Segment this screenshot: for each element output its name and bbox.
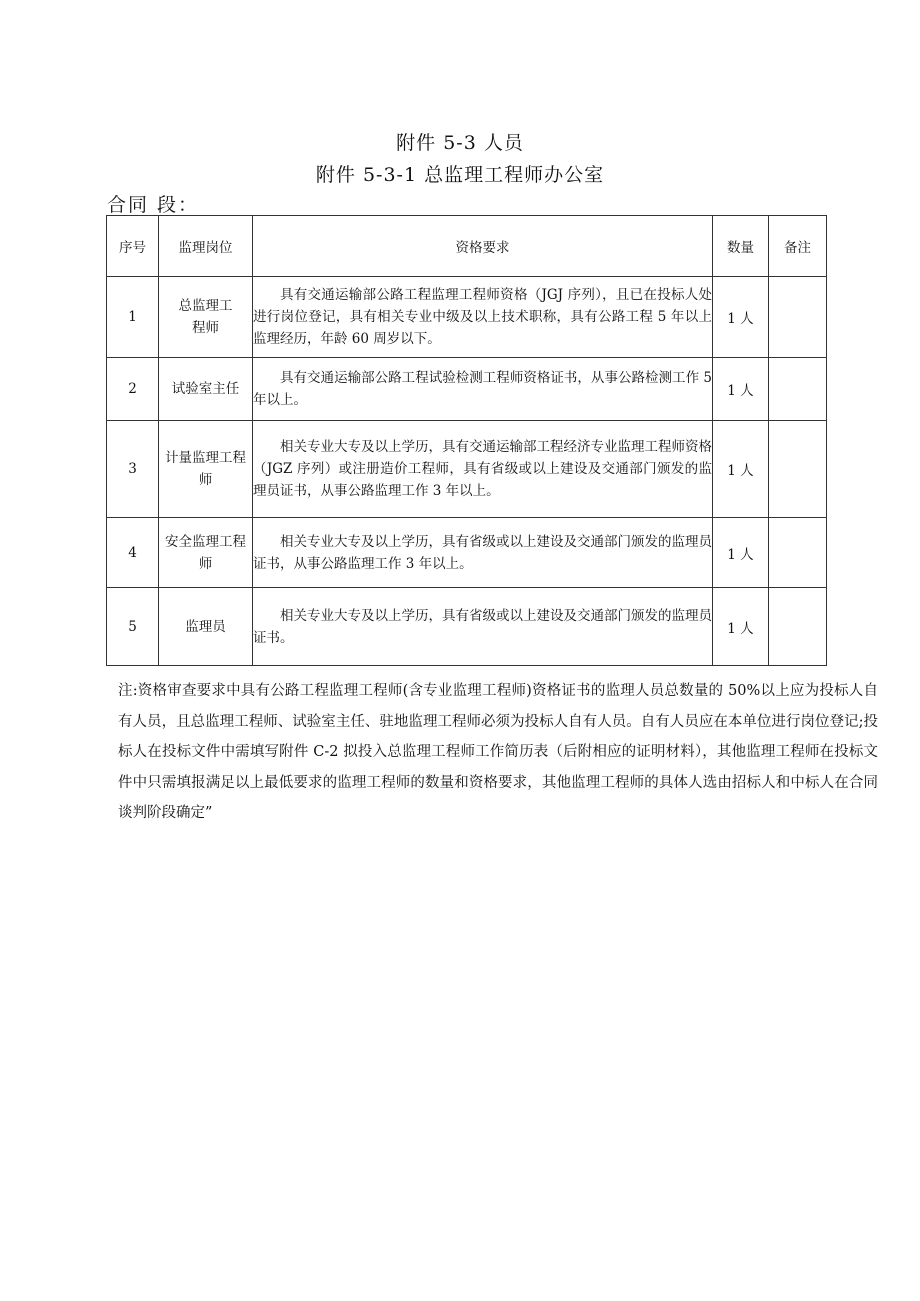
row-post: 试验室主任 [159, 358, 253, 421]
row-requirement: 相关专业大专及以上学历，具有省级或以上建设及交通部门颁发的监理员证书。 [253, 588, 713, 666]
document-subtitle: 附件 5-3-1 总监理工程师办公室 [315, 164, 605, 186]
contract-section-label: 合同 段： [107, 194, 200, 216]
row-post: 计量监理工程师 [159, 421, 253, 518]
row-remark [769, 421, 827, 518]
footnote: 注:资格审查要求中具有公路工程监理工程师(含专业监理工程师)资格证书的监理人员总数量的 50%以上应为投标人自有人员，且总监理工程师、试验室主任、驻地监理工程师必须为投标人自有人员。自有人员应在本单位进行岗位登记;投标人在投标文件中需填写附件 C-2 拟投入总监理工程师工作简历表（后附相应的证明材料），其他监理工程师在投标文件中只需填报满足以上最低要求的监理工程师的数量和资格要求，其他监理工程师的具体人选由招标人和中标人在合同谈判阶段确定” [118, 683, 878, 821]
header-post: 监理岗位 [159, 216, 253, 277]
row-post-label: 总监理工程师 [178, 298, 233, 336]
row-no: 5 [107, 588, 159, 666]
row-requirement: 具有交通运输部公路工程监理工程师资格（JGJ 序列），且已在投标人处进行岗位登记，具有相关专业中级及以上技术职称，具有公路工程 5 年以上监理经历，年龄 60 周岁以下。 [253, 277, 713, 358]
row-post: 监理员 [159, 588, 253, 666]
row-no: 3 [107, 421, 159, 518]
row-post: 安全监理工程师 [159, 518, 253, 588]
row-remark [769, 358, 827, 421]
table-row [107, 421, 827, 518]
row-remark [769, 277, 827, 358]
table-header-row [107, 216, 827, 277]
row-qty: 1 人 [713, 358, 769, 421]
header-requirement: 资格要求 [253, 216, 713, 277]
staff-requirements-table [106, 215, 827, 666]
row-qty: 1 人 [713, 421, 769, 518]
table-row [107, 588, 827, 666]
row-no: 1 [107, 277, 159, 358]
table-row [107, 277, 827, 358]
row-no: 2 [107, 358, 159, 421]
row-post [159, 277, 253, 358]
header-remark: 备注 [769, 216, 827, 277]
table-row [107, 518, 827, 588]
header-qty: 数量 [713, 216, 769, 277]
row-remark [769, 588, 827, 666]
table-row [107, 358, 827, 421]
row-requirement: 相关专业大专及以上学历，具有交通运输部工程经济专业监理工程师资格（JGZ 序列）或注册造价工程师，具有省级或以上建设及交通部门颁发的监理员证书，从事公路监理工作 3 年以上。 [253, 421, 713, 518]
row-requirement: 相关专业大专及以上学历，具有省级或以上建设及交通部门颁发的监理员证书，从事公路监理工作 3 年以上。 [253, 518, 713, 588]
row-no: 4 [107, 518, 159, 588]
document-title: 附件 5-3 人员 [396, 132, 524, 154]
row-qty: 1 人 [713, 518, 769, 588]
row-requirement: 具有交通运输部公路工程试验检测工程师资格证书，从事公路检测工作 5 年以上。 [253, 358, 713, 421]
header-no: 序号 [107, 216, 159, 277]
row-qty: 1 人 [713, 277, 769, 358]
row-qty: 1 人 [713, 588, 769, 666]
row-remark [769, 518, 827, 588]
